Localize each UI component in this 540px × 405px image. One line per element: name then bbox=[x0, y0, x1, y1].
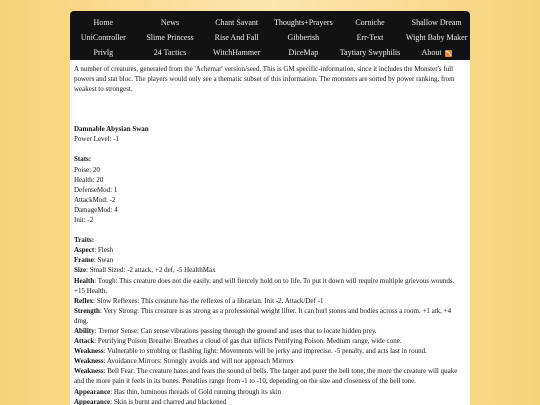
trait-line bbox=[74, 397, 466, 405]
trait-line bbox=[74, 265, 466, 275]
nav-rise-and-fall[interactable]: Rise And Fall bbox=[214, 33, 259, 42]
nav-thoughts-prayers[interactable]: Thoughts+Prayers bbox=[273, 18, 333, 27]
trait-value: : Vulnerable to strobing or flashing light: Movements will be jerky and imprecise. -5 penalty, and acts last in round. bbox=[103, 347, 427, 356]
trait-key: Reflex bbox=[74, 296, 94, 305]
stat-line: DamageMod: 4 bbox=[74, 205, 118, 214]
nav-taytiary-swyphilis[interactable]: Taytiary Swyphilis bbox=[339, 48, 401, 57]
trait-value: : Flesh bbox=[94, 246, 114, 255]
stat-line: DefenseMod: 1 bbox=[74, 185, 118, 194]
trait-key: Frame bbox=[74, 256, 94, 265]
traits-list bbox=[74, 245, 466, 405]
stat-line: Health: 20 bbox=[74, 175, 104, 184]
trait-value: : Tremor Sense: Can sense vibrations passing through the ground and uses that to locate hidden prey. bbox=[94, 326, 377, 335]
trait-line bbox=[74, 306, 466, 326]
traits-heading: Traits: bbox=[74, 236, 95, 245]
nav-home[interactable]: Home bbox=[93, 18, 114, 27]
trait-key: Appearance bbox=[74, 387, 111, 396]
nav-about[interactable] bbox=[403, 45, 470, 60]
trait-line bbox=[74, 387, 466, 397]
trait-value: : Skin is burnt and charred and blackened bbox=[110, 397, 227, 405]
stat-line: Poise: 20 bbox=[74, 165, 100, 174]
trait-value: : Has thin, luminous threads of Gold running through its skin bbox=[110, 387, 282, 396]
intro-text: A number of creatures, generated from the 'Achemar' version/seed. This is GM specific-information, since it includes the Monster's full powers and stat bloc. The players would only see a thematic subset of this information. The monsters are sorted by power ranking, from weakest to strongest. bbox=[74, 65, 455, 94]
nav-wight-baby-maker[interactable]: Wight Baby Maker bbox=[405, 33, 468, 42]
stats-heading: Stats: bbox=[74, 155, 92, 164]
power-level: Power Level: -1 bbox=[74, 135, 120, 144]
trait-line bbox=[74, 326, 466, 336]
nav-privlg[interactable]: Privlg bbox=[93, 48, 114, 57]
nav-dicemap[interactable]: DiceMap bbox=[288, 48, 319, 57]
main-content bbox=[70, 60, 470, 405]
trait-key: Health bbox=[74, 276, 95, 285]
trait-line bbox=[74, 356, 466, 366]
stat-line: AttackMod: -2 bbox=[74, 195, 116, 204]
rss-feed-icon[interactable] bbox=[445, 50, 452, 57]
nav-err-text[interactable]: Err-Text bbox=[356, 33, 384, 42]
trait-key: Weakness bbox=[74, 347, 104, 356]
nav-about-label: About bbox=[421, 48, 442, 57]
nav-chant-savant[interactable]: Chant Savant bbox=[215, 18, 259, 27]
nav-slime-princess[interactable]: Slime Princess bbox=[146, 33, 194, 42]
trait-key: Appearance bbox=[74, 397, 111, 405]
trait-value: : Very Strong: This creature is as strong as a professional weight lifter. It can hurl stones and bodies across a room. +1 atk, +4 dmg. bbox=[74, 306, 452, 325]
trait-value: : Slow Reflexes: This creature has the reflexes of a librarian. Init -2, Attack/Def -1 bbox=[93, 296, 324, 305]
trait-key: Weakness bbox=[74, 367, 104, 376]
creature-name: Damnable Abysian Swan bbox=[74, 125, 149, 134]
trait-value: : Bell Fear: The creature hates and fears the sound of bells. The larger and purer the bell tone, the more the creature will quake and the more pain it feels in its bones. Penalties range from -1 to -10, depending on the size and closeness of the bell tone. bbox=[74, 367, 458, 386]
nav-shallow-dream[interactable]: Shallow Dream bbox=[411, 18, 462, 27]
trait-value: : Tough: This creature does not die easily, and will fiercely hold on to life. To put it down will require multiple grievous wounds. +15 Health. bbox=[74, 276, 455, 295]
trait-line bbox=[74, 276, 466, 296]
trait-line bbox=[74, 336, 466, 346]
stats-list bbox=[74, 165, 466, 226]
trait-key: Ability bbox=[74, 326, 95, 335]
trait-value: : Avoidance Mirrors: Strongly avoids and will not approach Mirrors bbox=[103, 357, 294, 366]
nav-witchhammer[interactable]: WitchHammer bbox=[213, 48, 261, 57]
trait-value: : Small Sized: -2 attack, +2 def, -5 HealthMax bbox=[86, 266, 216, 275]
nav-24-tactics[interactable]: 24 Tactics bbox=[153, 48, 187, 57]
nav-corniche[interactable]: Corniche bbox=[355, 18, 385, 27]
trait-key: Weakness bbox=[74, 357, 104, 366]
trait-value: : Petrifying Poison Breathe: Breathes a cloud of gas that inflicts Petrifying Poison. Medium range, wide cone. bbox=[94, 337, 402, 346]
nav-unicontroller[interactable]: UniController bbox=[80, 33, 126, 42]
trait-line bbox=[74, 245, 466, 255]
nav-news[interactable]: News bbox=[160, 18, 180, 27]
trait-key: Strength bbox=[74, 306, 100, 315]
trait-line bbox=[74, 255, 466, 265]
top-navigation bbox=[70, 11, 470, 60]
trait-key: Aspect bbox=[74, 246, 95, 255]
stat-line: Init: -2 bbox=[74, 216, 94, 225]
trait-key: Attack bbox=[74, 337, 95, 346]
trait-line bbox=[74, 346, 466, 356]
trait-line bbox=[74, 366, 466, 386]
nav-gibberish[interactable]: Gibberish bbox=[287, 33, 320, 42]
trait-value: : Swan bbox=[93, 256, 114, 265]
trait-key: Size bbox=[74, 266, 87, 275]
trait-line bbox=[74, 296, 466, 306]
